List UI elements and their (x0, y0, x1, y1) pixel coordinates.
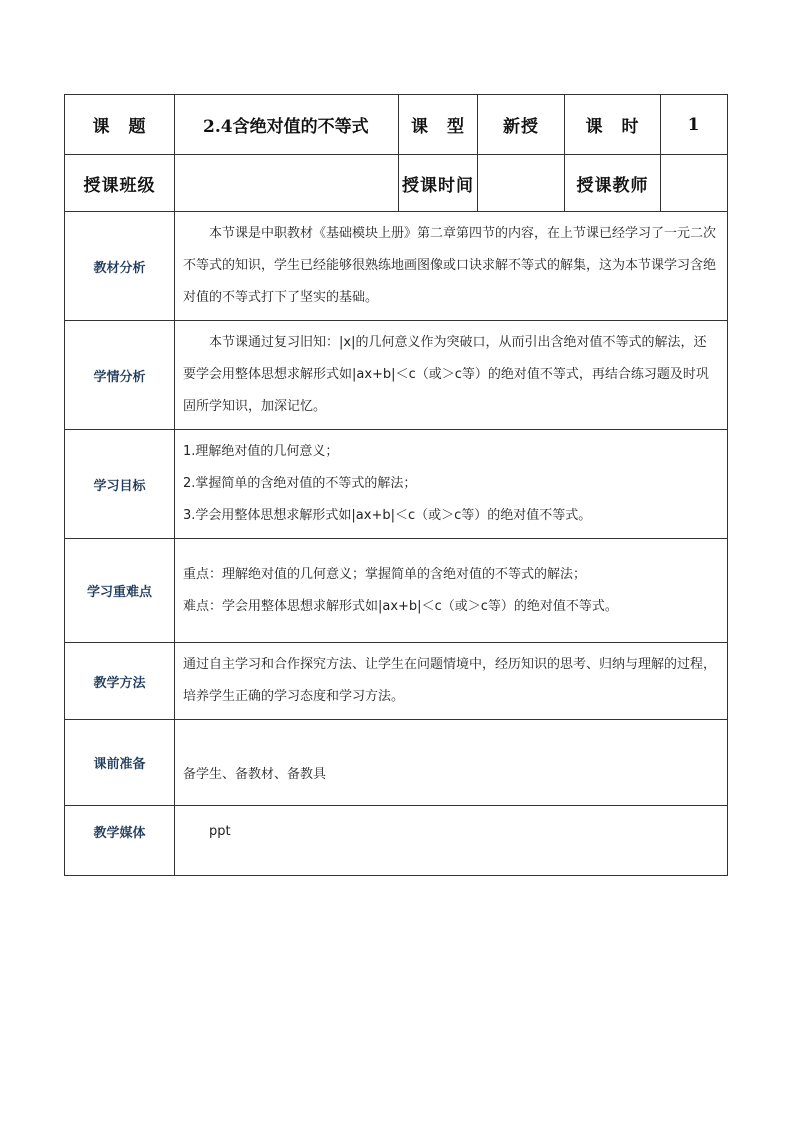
key-points-list (175, 539, 728, 643)
teacher-label: 授课教师 (565, 155, 661, 212)
key-point-item: 重点：理解绝对值的几何意义；掌握简单的含绝对值的不等式的解法； (183, 566, 587, 582)
lesson-type-value: 新授 (478, 95, 565, 155)
lesson-type-label: 课 型 (399, 95, 478, 155)
key-points-row (65, 539, 728, 643)
header-row (65, 95, 728, 155)
preparation-row (65, 720, 728, 806)
teaching-method-label: 教学方法 (65, 643, 175, 720)
goal-item: 2.掌握简单的含绝对值的不等式的解法； (183, 476, 417, 491)
class-hours-value: 1 (661, 95, 728, 155)
teaching-method-text: 通过自主学习和合作探究方法、让学生在问题情境中，经历知识的思考、归纳与理解的过程，培养学生正确的学习态度和学习方法。 (175, 643, 728, 720)
lesson-plan-table (64, 94, 728, 876)
material-analysis-label: 教材分析 (65, 212, 175, 321)
class-info-row (65, 155, 728, 212)
class-hours-label: 课 时 (565, 95, 661, 155)
material-analysis-text: 本节课是中职教材《基础模块上册》第二章第四节的内容，在上节课已经学习了一元二次不等式的知识，学生已经能够很熟练地画图像或口诀求解不等式的解集，这为本节课学习含绝对值的不等式打下了坚实的基础。 (175, 212, 728, 321)
teaching-method-row (65, 643, 728, 720)
student-analysis-row (65, 321, 728, 430)
learning-goals-label: 学习目标 (65, 430, 175, 539)
goal-item: 3.学会用整体思想求解形式如|ax+b|＜c（或＞c等）的绝对值不等式。 (183, 508, 592, 523)
preparation-label: 课前准备 (65, 720, 175, 806)
goal-item: 1.理解绝对值的几何意义； (183, 444, 339, 459)
topic-value: 2.4含绝对值的不等式 (175, 95, 399, 155)
lesson-time-value (478, 155, 565, 212)
key-points-label: 学习重难点 (65, 539, 175, 643)
teaching-media-text: ppt (175, 806, 728, 876)
learning-goals-row (65, 430, 728, 539)
teaching-media-row (65, 806, 728, 876)
student-analysis-text: 本节课通过复习旧知：|x|的几何意义作为突破口，从而引出含绝对值不等式的解法，还要学会用整体思想求解形式如|ax+b|＜c（或＞c等）的绝对值不等式，再结合练习题及时巩固所学知识，加深记忆。 (175, 321, 728, 430)
key-point-item: 难点：学会用整体思想求解形式如|ax+b|＜c（或＞c等）的绝对值不等式。 (183, 598, 618, 614)
topic-label: 课 题 (65, 95, 175, 155)
material-analysis-row (65, 212, 728, 321)
student-analysis-label: 学情分析 (65, 321, 175, 430)
learning-goals-list (175, 430, 728, 539)
teacher-value (661, 155, 728, 212)
teaching-media-label: 教学媒体 (65, 806, 175, 876)
preparation-text: 备学生、备教材、备教具 (175, 720, 728, 806)
class-value (175, 155, 399, 212)
class-label: 授课班级 (65, 155, 175, 212)
lesson-time-label: 授课时间 (399, 155, 478, 212)
